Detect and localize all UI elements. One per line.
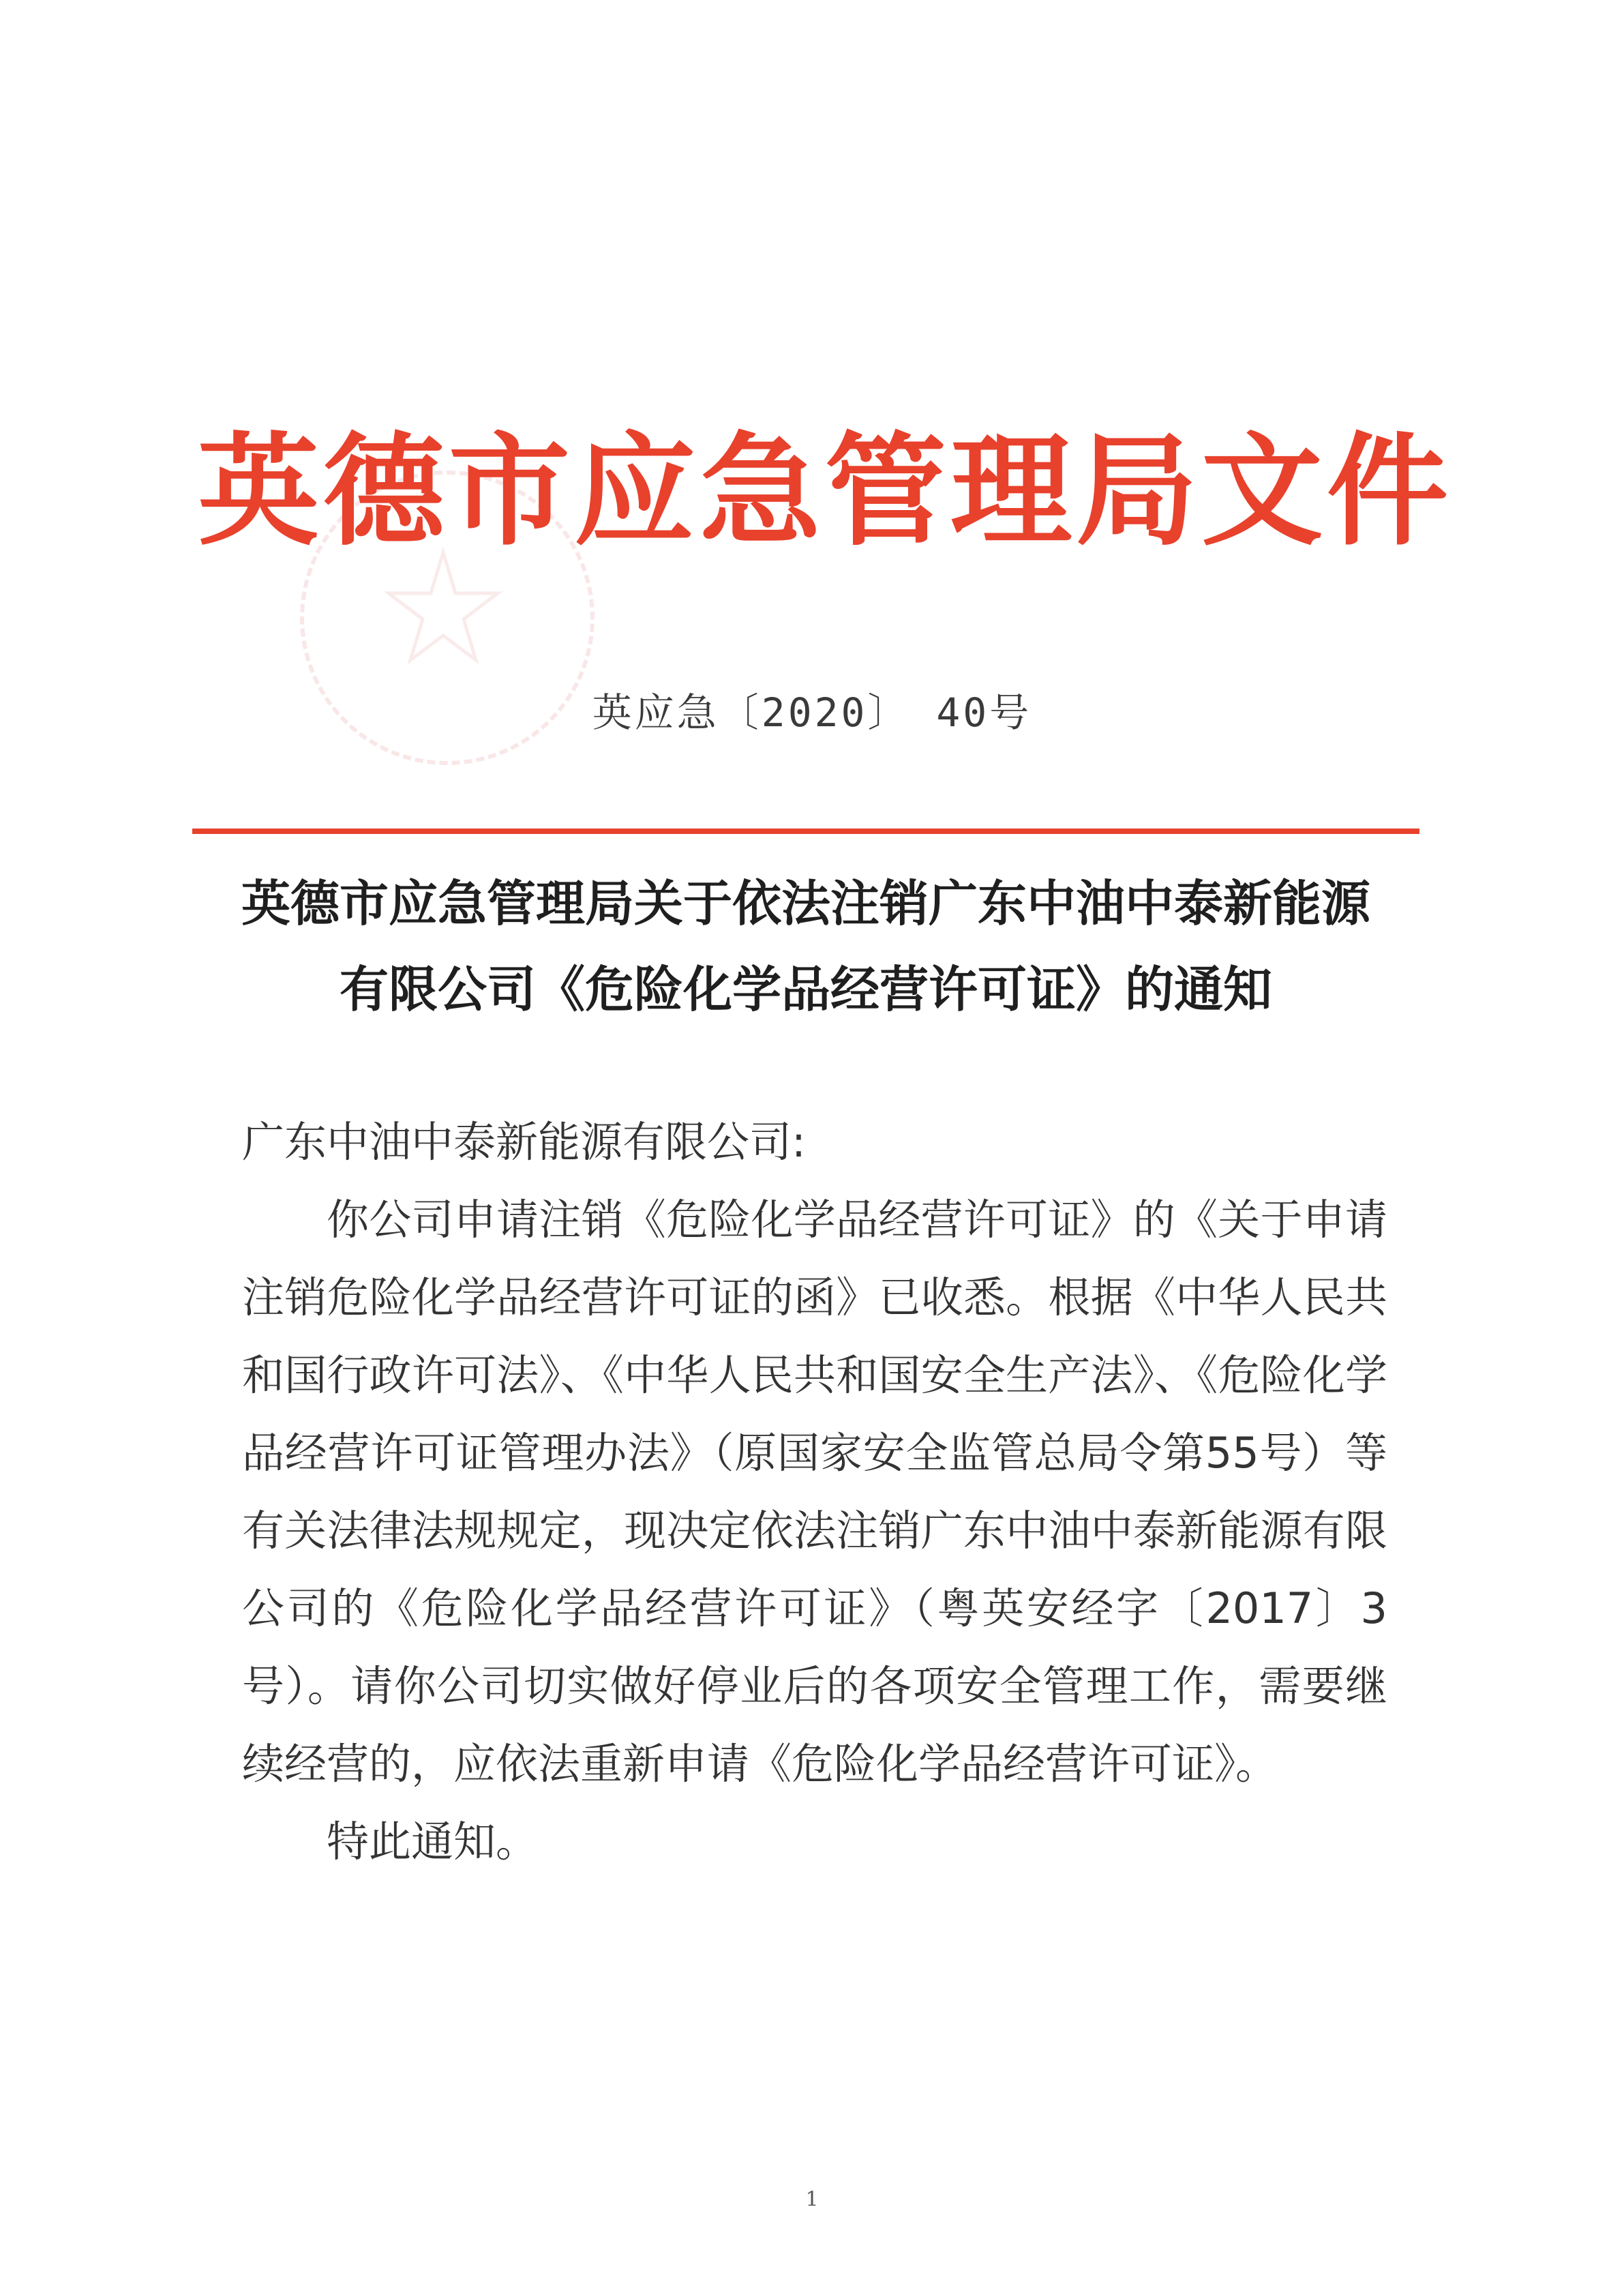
masthead-title: 英德市应急管理局文件 xyxy=(198,419,1452,562)
notice-title-line-1: 英德市应急管理局关于依法注销广东中油中泰新能源 xyxy=(241,874,1370,932)
salutation: 广东中油中泰新能源有限公司: xyxy=(242,1117,806,1167)
notice-title xyxy=(192,861,1419,1032)
page-number: 1 xyxy=(805,2188,819,2211)
main-paragraph: 你公司申请注销《危险化学品经营许可证》的《关于申请注销危险化学品经营许可证的函》已收悉。根据《中华人民共和国行政许可法》、《中华人民共和国安全生产法》、《危险化学品经营许可证管理办法》（原国家安全监管总局令第55号）等有关法律法规规定，现决定依法注销广东中油中泰新能源有限公司的《危险化学品经营许可证》（粤英安经字〔2017〕3号）。请你公司切实做好停业后的各项安全管理工作，需要继续经营的，应依法重新申请《危险化学品经营许可证》。 xyxy=(242,1195,1387,1789)
notice-title-line-2: 有限公司《危险化学品经营许可证》的通知 xyxy=(339,960,1272,1018)
closing-line: 特此通知。 xyxy=(327,1817,539,1866)
notice-body xyxy=(242,1103,1387,1881)
document-number: 英应急〔2020〕 40号 xyxy=(592,689,1032,736)
red-divider-line xyxy=(192,829,1419,834)
